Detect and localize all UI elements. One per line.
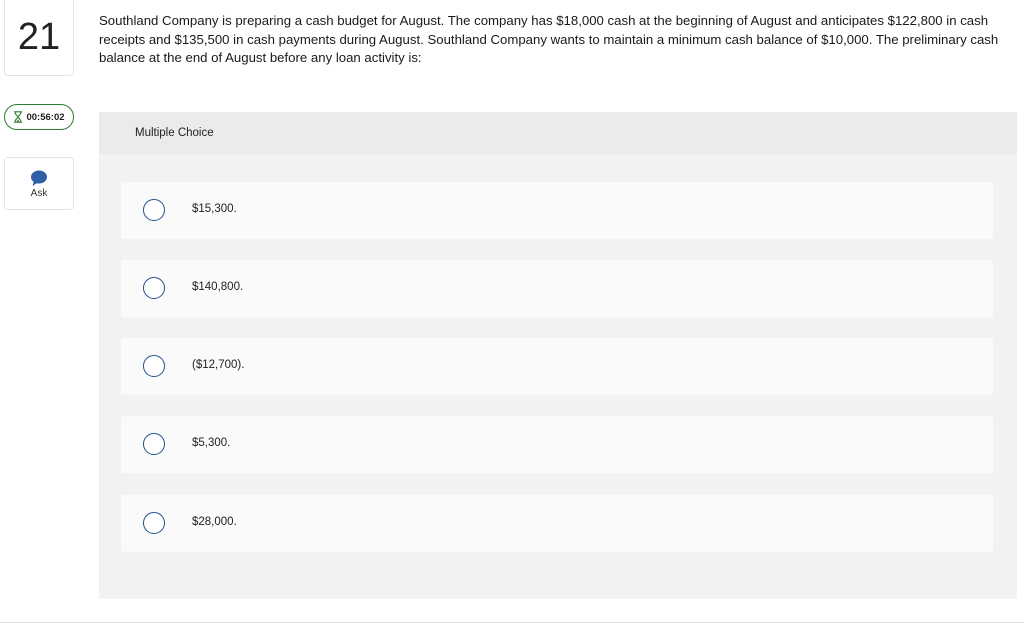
timer[interactable] xyxy=(4,104,74,130)
choice-label: $28,000. xyxy=(192,516,237,528)
question-text: Southland Company is preparing a cash budget for August. The company has $18,000 cash at the beginning of August and anticipates $122,800 in cash receipts and $135,500 in cash payments during August. Southland Company wants to maintain a minimum cash balance of $10,000. The preliminary cash balance at the end of August before any loan activity is: xyxy=(99,13,999,65)
ask-button[interactable] xyxy=(4,157,74,210)
choice-option-5[interactable] xyxy=(121,495,993,552)
choice-label: $5,300. xyxy=(192,437,231,449)
answer-panel xyxy=(99,112,1017,599)
choice-option-2[interactable] xyxy=(121,260,993,317)
choice-label: $15,300. xyxy=(192,203,237,215)
chat-bubble-icon xyxy=(30,170,48,187)
radio-button[interactable] xyxy=(143,199,165,221)
choice-label: $140,800. xyxy=(192,281,244,293)
multiple-choice-label: Multiple Choice xyxy=(135,127,214,139)
bottom-divider xyxy=(0,622,1024,623)
question-number xyxy=(4,0,74,76)
choice-option-1[interactable] xyxy=(121,182,993,239)
answer-panel-header xyxy=(99,112,1017,154)
radio-button[interactable] xyxy=(143,277,165,299)
timer-value: 00:56:02 xyxy=(26,111,65,123)
choice-option-3[interactable] xyxy=(121,338,993,395)
choice-label: ($12,700). xyxy=(192,359,245,371)
radio-button[interactable] xyxy=(143,355,165,377)
ask-label: Ask xyxy=(30,188,48,199)
choice-option-4[interactable] xyxy=(121,416,993,473)
radio-button[interactable] xyxy=(143,433,165,455)
hourglass-icon xyxy=(13,111,23,123)
question-number-text: 21 xyxy=(17,16,61,58)
radio-button[interactable] xyxy=(143,512,165,534)
